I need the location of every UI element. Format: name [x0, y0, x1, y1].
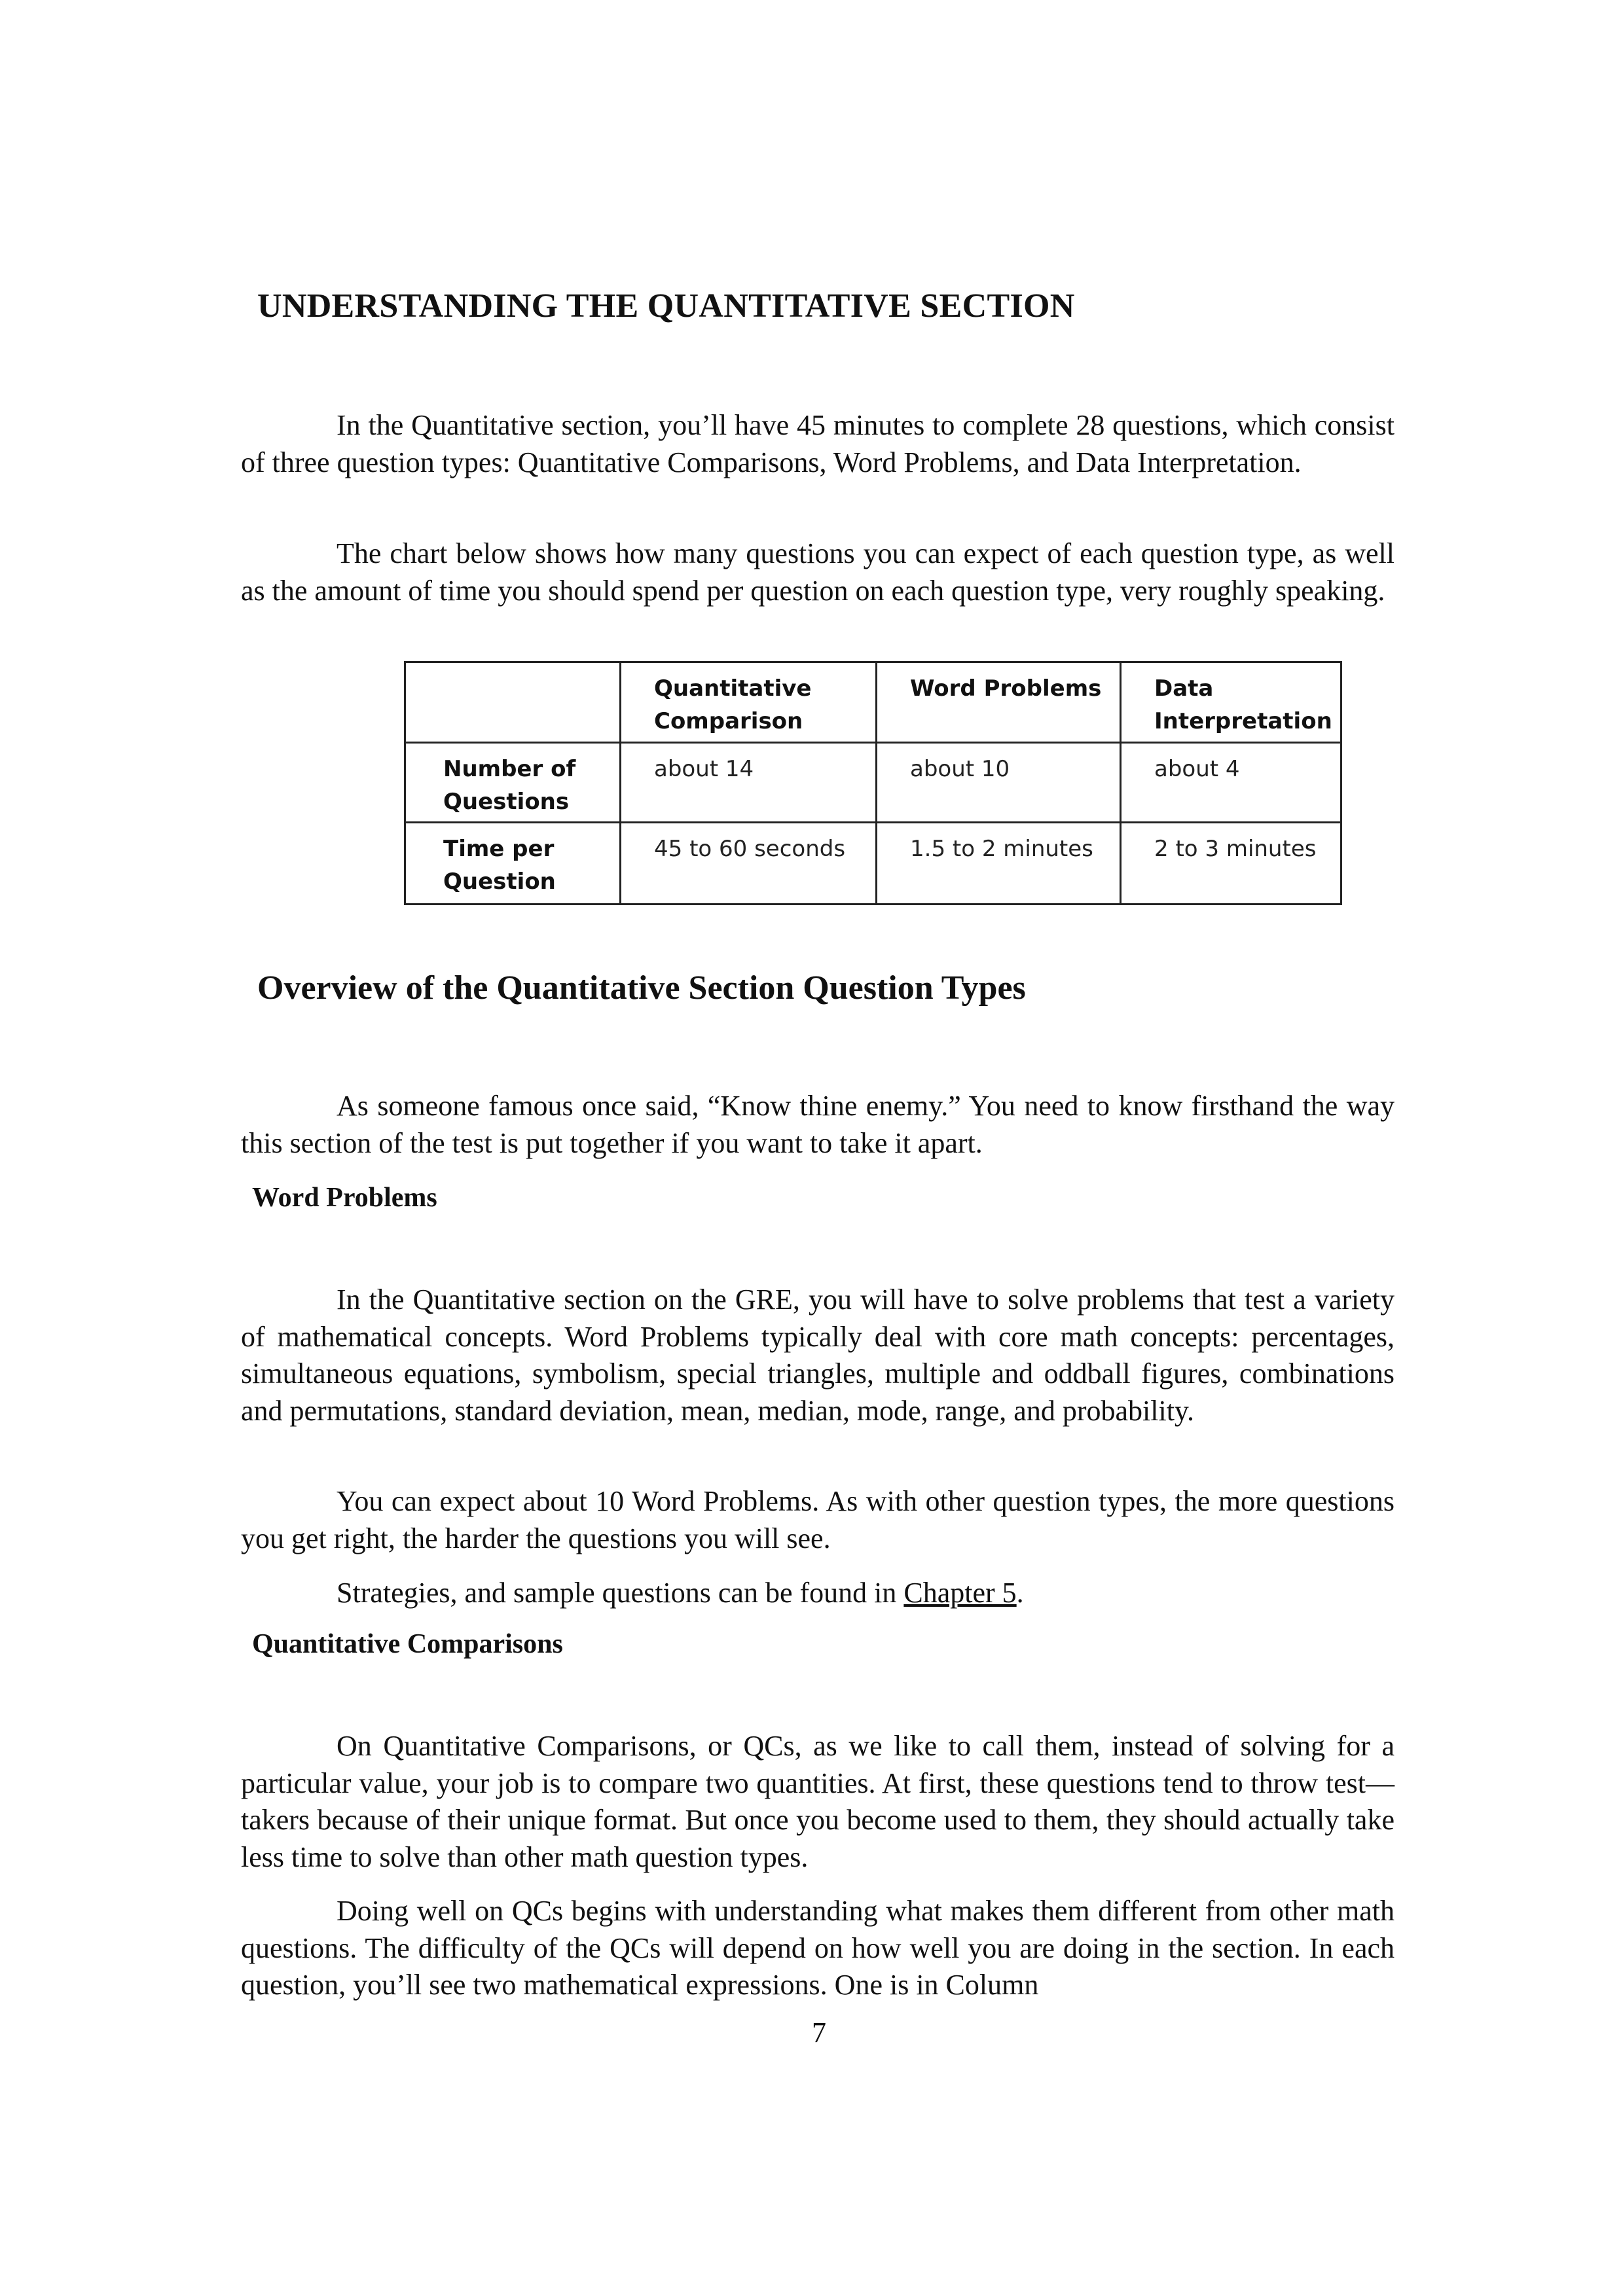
qc-paragraph-2-text: Doing well on QCs begins with understanding what makes them different from other math questions. The difficulty of the QCs will depend on how well you are doing in the section. In each question, you’ll see two mathematical expressions. One is in Column — [241, 1895, 1395, 2001]
intro-paragraph-1 — [241, 407, 1395, 481]
table-header-qc: Quantitative Comparison — [621, 662, 877, 743]
intro-paragraph-1-text: In the Quantitative section, you’ll have 45 minutes to complete 28 questions, which consist of three question types: Quantitative Comparisons, Word Problems, and Data Interpretation. — [241, 409, 1395, 478]
table-cell: 45 to 60 seconds — [621, 823, 877, 905]
intro-paragraph-2-text: The chart below shows how many questions you can expect of each question type, as well as the amount of time you should spend per question on each question type, very roughly speaking. — [241, 537, 1395, 607]
qc-paragraph-1 — [241, 1728, 1395, 1876]
table-cell: 2 to 3 minutes — [1121, 823, 1341, 905]
intro-paragraph-2 — [241, 535, 1395, 609]
overview-paragraph — [241, 1088, 1395, 1162]
word-problems-paragraph-3-end: . — [1016, 1577, 1024, 1609]
word-problems-paragraph-1 — [241, 1282, 1395, 1429]
table-cell: 1.5 to 2 minutes — [877, 823, 1121, 905]
section-title: UNDERSTANDING THE QUANTITATIVE SECTION — [257, 287, 1075, 325]
table-header-wp: Word Problems — [877, 662, 1121, 743]
table-header-di: Data Interpretation — [1121, 662, 1341, 743]
overview-paragraph-text: As someone famous once said, “Know thine enemy.” You need to know firsthand the way this section of the test is put together if you want to take it apart. — [241, 1090, 1395, 1159]
word-problems-paragraph-1-text: In the Quantitative section on the GRE, you will have to solve problems that test a variety of mathematical concepts. Word Problems typically deal with core math concepts: percentages, simultaneous equations, symbolism, special triangles, multiple and oddball figures, combinations and permutations, standard deviation, mean, median, mode, range, and probability. — [241, 1283, 1395, 1427]
overview-heading: Overview of the Quantitative Section Question Types — [257, 969, 1026, 1007]
quantitative-comparisons-heading: Quantitative Comparisons — [252, 1629, 563, 1659]
word-problems-paragraph-3 — [241, 1575, 1395, 1612]
table-row-label: Time per Question — [405, 823, 621, 905]
word-problems-heading: Word Problems — [252, 1183, 437, 1213]
table-cell: about 14 — [621, 743, 877, 823]
table-corner-cell — [405, 662, 621, 743]
table-header-row — [405, 662, 1341, 743]
word-problems-paragraph-2-text: You can expect about 10 Word Problems. As with other question types, the more questions you get right, the harder the questions you will see. — [241, 1485, 1395, 1554]
table-cell: about 4 — [1121, 743, 1341, 823]
word-problems-paragraph-2 — [241, 1483, 1395, 1557]
page-number: 7 — [812, 2017, 826, 2049]
qc-paragraph-2 — [241, 1893, 1395, 2004]
table-row — [405, 743, 1341, 823]
chapter-5-link[interactable]: Chapter 5 — [903, 1577, 1017, 1609]
question-types-table — [404, 661, 1342, 905]
qc-paragraph-1-text: On Quantitative Comparisons, or QCs, as we like to call them, instead of solving for a particular value, your job is to compare two quantities. At first, these questions tend to throw test—takers because of their unique format. But once you become used to them, they should actually take less time to solve than other math question types. — [241, 1730, 1395, 1873]
table-row-label: Number of Questions — [405, 743, 621, 823]
word-problems-paragraph-3-text: Strategies, and sample questions can be found in — [337, 1577, 904, 1609]
table-cell: about 10 — [877, 743, 1121, 823]
table-row — [405, 823, 1341, 905]
